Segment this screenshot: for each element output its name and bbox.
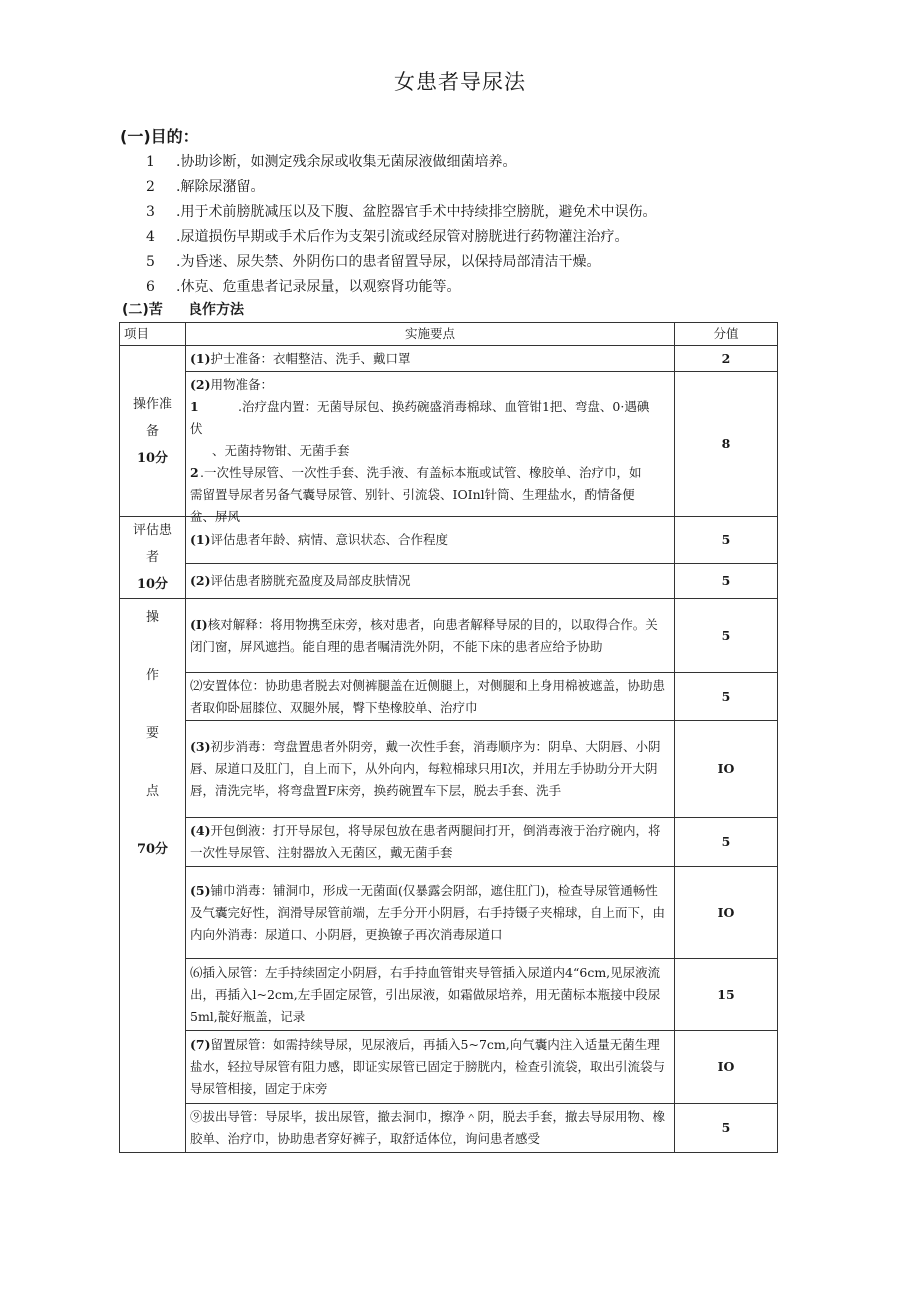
row-number: ⑹ xyxy=(190,964,203,980)
row-text: 开包倒液：打开导尿包，将导尿包放在患者两腿间打开，倒消毒液于治疗碗内，将一次性导尿管、注射器放入无菌区，戴无菌手套 xyxy=(190,823,661,860)
item-number: 1 xyxy=(146,154,155,170)
supplies-block xyxy=(190,374,670,524)
table-header-row xyxy=(120,323,778,346)
table-row xyxy=(120,563,778,598)
row-score: IO xyxy=(675,1031,778,1104)
row-score: 5 xyxy=(675,1104,778,1153)
item-text: .解除尿潴留。 xyxy=(176,179,265,195)
section-method-heading-b: 良作方法 xyxy=(188,302,244,318)
row-score: 8 xyxy=(675,372,778,517)
purpose-list xyxy=(146,150,656,300)
table-row xyxy=(120,599,778,673)
list-item xyxy=(146,275,656,300)
group-label-ops xyxy=(120,599,186,1153)
supplies-line: .治疗盘内置：无菌导尿包、换药碗盛消毒棉球、血管钳1把、弯盘、0·遇碘 xyxy=(238,399,650,414)
group-label-char: 作 xyxy=(145,668,159,683)
list-item xyxy=(146,250,656,275)
row-content xyxy=(186,563,675,598)
row-number: (1) xyxy=(190,531,211,547)
list-item xyxy=(146,175,656,200)
supplies-line: 伏 xyxy=(190,421,203,436)
section-method-heading xyxy=(122,299,244,319)
row-content xyxy=(186,1104,675,1153)
row-text: 核对解释：将用物携至床旁，核对患者，向患者解释导尿的目的，以取得合作。关闭门窗，屏风遮挡。能自理的患者嘱清洗外阴，不能下床的患者应给予协助 xyxy=(190,616,658,654)
item-text: .为昏迷、尿失禁、外阴伤口的患者留置导尿，以保持局部清洁干燥。 xyxy=(176,254,601,270)
table-row xyxy=(120,1104,778,1153)
supplies-line: 需留置导尿者另备气囊导尿管、别针、引流袋、IOInl针筒、生理盐水，酌情备便 xyxy=(190,487,635,502)
supplies-line: .一次性导尿管、一次性手套、洗手液、有盖标本瓶或试管、橡胶单、治疗巾，如 xyxy=(200,465,642,480)
row-text: 留置尿管：如需持续导尿，见尿液后，再插入5~7cm,向气囊内注入适量无菌生理盐水，轻拉导尿管有阻力感，即证实尿管已固定于膀胱内，检查引流袋，取出引流袋与导尿管相接，固定于床旁 xyxy=(190,1037,666,1096)
row-content xyxy=(186,346,675,372)
row-content xyxy=(186,867,675,959)
page-title: 女患者导尿法 xyxy=(394,70,526,94)
group-label-assess xyxy=(120,517,186,599)
item-text: .尿道损伤早期或手术后作为支架引流或经尿管对膀胱进行药物灌注治疗。 xyxy=(176,229,629,245)
row-score: 5 xyxy=(675,673,778,721)
section-method-heading-a: (二)苦 xyxy=(122,302,163,318)
row-number: (4) xyxy=(190,823,211,838)
group-label-char: 点 xyxy=(145,784,159,799)
row-number: (5) xyxy=(190,882,211,898)
list-item xyxy=(146,225,656,250)
list-item xyxy=(146,150,656,175)
group-score-label: 70分 xyxy=(136,842,169,857)
row-content xyxy=(186,721,675,818)
row-number: (3) xyxy=(190,739,211,754)
row-text: 插入尿管：左手持续固定小阴唇，右手持血管钳夹导管插入尿道内4“6cm,见尿液流出，再插入l~2cm,左手固定尿管，引出尿液，如霜做尿培养，用无菌标本瓶接中段尿5ml,靛好瓶盖，记录 xyxy=(190,964,661,1024)
sub-number: 2 xyxy=(190,465,199,480)
row-number: (2) xyxy=(190,377,211,392)
sub-number: 1 xyxy=(190,399,199,414)
row-score: 15 xyxy=(675,959,778,1031)
group-score-label: 10分 xyxy=(136,577,169,592)
row-text: 评估患者年龄、病情、意识状态、合作程度 xyxy=(210,531,449,547)
row-number: ⑵ xyxy=(190,677,203,693)
table-row xyxy=(120,1031,778,1104)
row-number: (7) xyxy=(190,1037,211,1052)
table-row xyxy=(120,721,778,818)
row-content xyxy=(186,599,675,673)
item-number: 4 xyxy=(146,229,155,245)
row-score: 5 xyxy=(675,517,778,564)
row-number: (2) xyxy=(190,572,211,588)
row-text: 铺巾消毒：铺洞巾，形成一无菌面(仅暴露会阴部，遮住肛门)，检查导尿管通畅性及气囊完好性，润滑导尿管前端，左手分开小阴唇，右手持镊子夹棉球，自上而下，由内向外消毒：尿道口、小阴唇，更换镣子再次消毒尿道口 xyxy=(190,882,666,942)
row-number: ⑨ xyxy=(190,1109,203,1124)
item-number: 3 xyxy=(146,204,155,220)
row-content xyxy=(186,517,675,564)
group-label-char: 要 xyxy=(145,726,159,741)
header-main: 实施要点 xyxy=(186,323,675,346)
item-text: .协助诊断，如测定残余尿或收集无菌尿液做细菌培养。 xyxy=(176,154,517,170)
item-number: 6 xyxy=(146,279,155,295)
group-label-line: 评估患 xyxy=(132,523,172,538)
group-label-line: 备 xyxy=(145,423,159,439)
supplies-line: 、无菌持物钳、无菌手套 xyxy=(212,443,350,458)
row-score: 5 xyxy=(675,599,778,673)
group-label-line: 者 xyxy=(145,550,159,565)
row-text: 用物准备： xyxy=(210,377,274,392)
row-number: (I) xyxy=(190,616,208,632)
item-text: .休克、危重患者记录尿量，以观察肾功能等。 xyxy=(176,279,461,295)
row-score: IO xyxy=(675,721,778,818)
table-row xyxy=(120,818,778,867)
row-text: 护士准备：衣帽整洁、洗手、戴口罩 xyxy=(210,350,411,366)
row-content xyxy=(186,372,675,524)
procedure-table xyxy=(119,322,778,1153)
row-score: 5 xyxy=(675,563,778,598)
group-label-line: 操作准 xyxy=(132,396,172,412)
row-score: 5 xyxy=(675,818,778,867)
header-item: 项目 xyxy=(120,323,186,346)
group-label-char: 操 xyxy=(145,610,159,625)
item-number: 2 xyxy=(146,179,155,195)
item-text: .用于术前膀胱减压以及下腹、盆腔器官手术中持续排空膀胱，避免术中误伤。 xyxy=(176,204,657,220)
list-item xyxy=(146,200,656,225)
row-text: 安置体位：协助患者脱去对侧裤腿盖在近侧腿上，对侧腿和上身用棉被遮盖，协助患者取仰卧屈膝位、双腿外展，臀下垫橡胶单、治疗巾 xyxy=(190,677,666,715)
row-content xyxy=(186,959,675,1031)
supplies-line: 盆、屏风 xyxy=(190,509,241,524)
item-number: 5 xyxy=(146,254,155,270)
table-row xyxy=(120,372,778,517)
table-row xyxy=(120,346,778,372)
header-score: 分值 xyxy=(675,323,778,346)
section-purpose-heading: (一)目的： xyxy=(120,127,199,146)
row-text: 拔出导管：导尿毕，拔出尿管，撤去洞巾，擦净＾阴，脱去手套，撤去导尿用物、橡胶单、治疗巾，协助患者穿好裤子，取舒适体位，询问患者感受 xyxy=(190,1109,666,1146)
row-number: (1) xyxy=(190,350,211,366)
row-text: 初步消毒：弯盘置患者外阴旁，戴一次性手套，消毒顺序为：阴阜、大阴唇、小阴唇、尿道口及肛门，自上而下，从外向内，每粒棉球只用I次，并用左手协助分开大阴唇，清洗完毕，将弯盘置F床旁，换药碗置车下层，脱去手套、洗手 xyxy=(190,739,661,798)
row-score: 2 xyxy=(675,346,778,372)
table-row xyxy=(120,959,778,1031)
row-content xyxy=(186,818,675,867)
row-text: 评估患者膀胱充盈度及局部皮肤情况 xyxy=(210,572,411,588)
table-row xyxy=(120,673,778,721)
table-row xyxy=(120,867,778,959)
row-score: IO xyxy=(675,867,778,959)
row-content xyxy=(186,673,675,721)
row-content xyxy=(186,1031,675,1104)
group-label-prep xyxy=(120,346,186,517)
group-score-label: 10分 xyxy=(136,450,169,466)
